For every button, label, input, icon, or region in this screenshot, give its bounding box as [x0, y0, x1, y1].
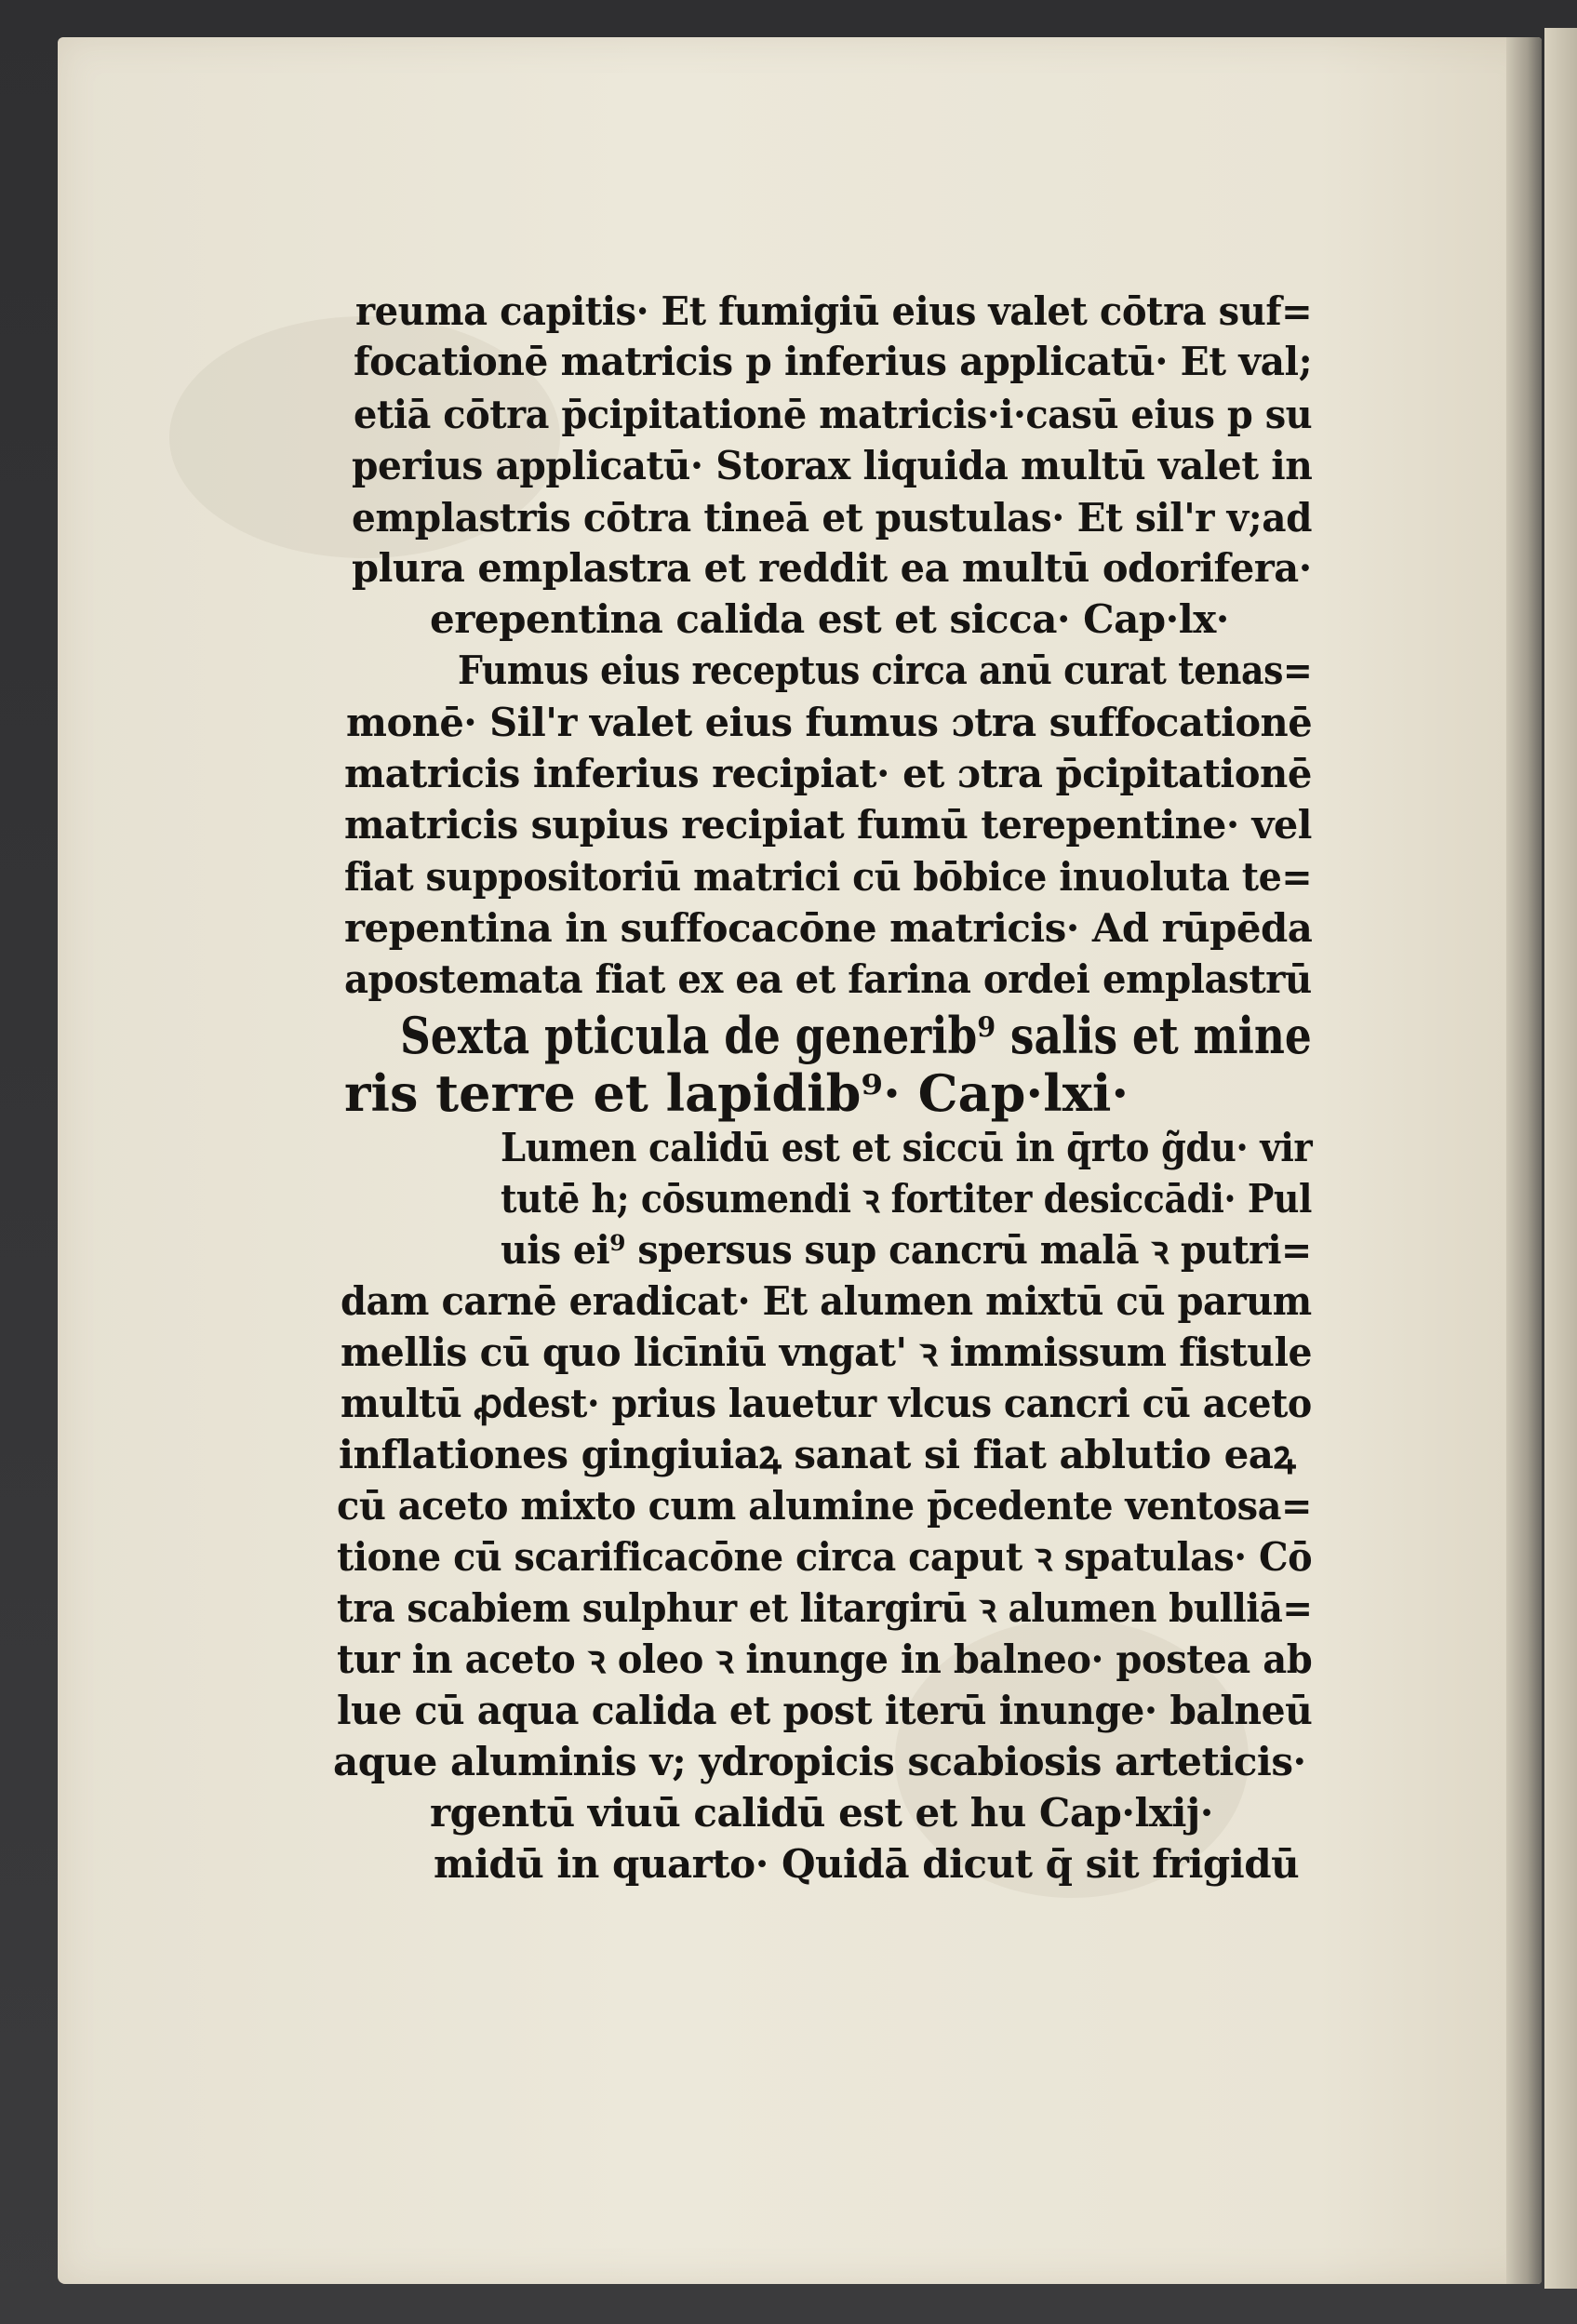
text-line: tutē h; cōsumendi ꝛ fortiter desiccādi· Pul [501, 1176, 1312, 1222]
text-line: tra scabiem sulphur et litargirū ꝛ alumen bulliā= [337, 1585, 1313, 1631]
text-line: reuma capitis· Et fumigiū eius valet cōtra suf= [355, 288, 1313, 334]
text-line: inflationes gingiuiaꝝ sanat si fiat ablutio eaꝝ [339, 1432, 1296, 1477]
text-line: repentina in suffocacōne matricis· Ad rūpēda [344, 905, 1313, 951]
text-line: monē· Sil'r valet eius fumus ɔtra suffocationē [346, 700, 1313, 745]
section-heading-line: erepentina calida est et sicca· Cap·lx· [430, 596, 1229, 642]
text-line: tione cū scarificacōne circa caput ꝛ spatulas· Cō [337, 1534, 1313, 1580]
text-line: perius applicatū· Storax liquida multū valet in [352, 443, 1313, 488]
text-line: matricis supius recipiat fumū terepentine· vel [344, 802, 1312, 848]
part-heading-line: ris terre et lapidib⁹· Cap·lxi· [344, 1063, 1129, 1123]
section-heading-line: rgentū viuū calidū est et hu Cap·lxij· [430, 1790, 1213, 1836]
text-line: emplastris cōtra tineā et pustulas· Et sil'r v;ad [352, 495, 1312, 541]
text-line: etiā cōtra p̄cipitationē matricis·i·casū eius p su [354, 392, 1313, 437]
text-line: midū in quarto· Quidā dicut q̄ sit frigidū [434, 1841, 1300, 1887]
text-line: dam carnē eradicat· Et alumen mixtū cū parum [341, 1278, 1312, 1324]
text-line: multū ꝓdest· prius lauetur vlcus cancri cū aceto [341, 1381, 1312, 1426]
text-line: aque aluminis v; ydropicis scabiosis arteticis· [333, 1739, 1306, 1784]
text-line: fiat suppositoriū matrici cū bōbice inuoluta te= [344, 854, 1313, 900]
text-line: mellis cū quo licīniū vngat' ꝛ immissum fistule [341, 1329, 1313, 1375]
text-line: Lumen calidū est et siccū in q̄rto g̃du· vir [501, 1125, 1313, 1170]
text-line: tur in aceto ꝛ oleo ꝛ inunge in balneo· postea ab [337, 1636, 1313, 1682]
text-line: lue cū aqua calida et post iterū inunge· balneū [337, 1688, 1313, 1733]
text-line: uis ei⁹ spersus sup cancrū malā ꝛ putri= [501, 1227, 1312, 1273]
text-line: Fumus eius receptus circa anū curat tenas= [458, 648, 1313, 693]
text-line: matricis inferius recipiat· et ɔtra p̄cipitationē [344, 751, 1312, 796]
text-line: plura emplastra et reddit ea multū odorifera· [352, 545, 1312, 591]
text-line: cū aceto mixto cum alumine p̄cedente ventosa= [337, 1483, 1313, 1529]
text-line: focationē matricis p inferius applicatū· Et val; [354, 339, 1313, 384]
part-heading-line: Sexta pticula de generib⁹ salis et mine [400, 1006, 1312, 1065]
text-line: apostemata fiat ex ea et farina ordei emplastrū [344, 956, 1312, 1002]
